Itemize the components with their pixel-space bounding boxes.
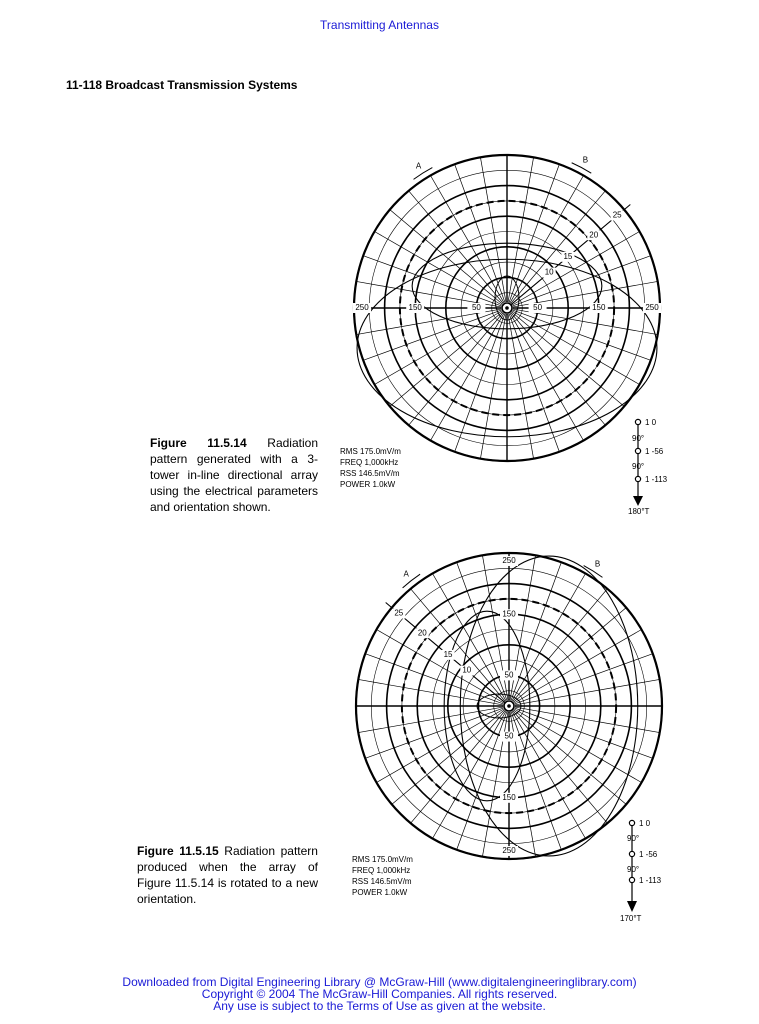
- diagonal-scale-label: 10: [544, 267, 554, 277]
- ring-value-label: 50: [504, 670, 514, 680]
- radial-spoke: [363, 310, 501, 360]
- spec-block: [340, 446, 401, 490]
- radial-spoke: [513, 310, 651, 360]
- spec-power: POWER 1.0kW: [340, 480, 396, 489]
- footer-download-link[interactable]: Downloaded from Digital Engineering Library @ McGraw-Hill (www.digitalengineeringlibrary.com): [122, 975, 637, 989]
- spec-freq: FREQ 1,000kHz: [340, 458, 399, 467]
- radial-spoke: [514, 630, 641, 704]
- radial-spoke: [514, 709, 641, 783]
- figure-number: Figure 11.5.14: [150, 436, 247, 450]
- footer-terms: Any use is subject to the Terms of Use as given at the website.: [213, 999, 546, 1013]
- spec-rss: RSS 146.5mV/m: [352, 877, 412, 886]
- tower-1-params: 1 0: [645, 418, 657, 427]
- footer-copyright: Copyright © 2004 The McGraw-Hill Companies. All rights reserved.: [201, 987, 558, 1001]
- figure-caption: [150, 435, 318, 515]
- ring-value-label: 250: [502, 556, 516, 566]
- radial-spoke: [509, 164, 559, 302]
- radial-spoke: [515, 654, 653, 704]
- radial-spoke: [512, 573, 586, 700]
- radial-spoke: [510, 175, 584, 302]
- ring-value-label: 50: [504, 731, 514, 741]
- tower-3-params: 1 -113: [645, 475, 668, 484]
- radial-spoke: [512, 232, 639, 306]
- spec-block: [352, 854, 413, 898]
- radial-spoke: [457, 562, 507, 700]
- spacing-1: 90°: [627, 834, 640, 843]
- tower-array-schematic: [618, 414, 678, 518]
- spec-rms: RMS 175.0mV/m: [340, 447, 401, 456]
- radial-spoke: [515, 708, 653, 758]
- spec-rms: RMS 175.0mV/m: [352, 855, 413, 864]
- diagonal-scale-label: 15: [563, 251, 573, 261]
- radial-spoke: [433, 573, 507, 700]
- diagonal-scale-label: 10: [462, 665, 472, 675]
- tower-2-params: 1 -56: [639, 850, 658, 859]
- caption-text: Radiation pattern generated with a 3-tower in-line directional array using the electrical parameters and orientation shown.: [150, 436, 318, 514]
- radial-spoke: [374, 232, 501, 306]
- radial-spoke: [365, 654, 503, 704]
- page-header: 11-118 Broadcast Transmission Systems: [66, 78, 298, 92]
- ring-value-label: 150: [592, 303, 606, 313]
- ring-value-label: 150: [502, 609, 516, 619]
- ring-value-label: 250: [502, 846, 516, 856]
- diagonal-scale-label: 20: [417, 628, 427, 638]
- ring-value-label: 250: [355, 303, 369, 313]
- heading-arrow-icon: [633, 496, 643, 506]
- radial-spoke: [433, 711, 507, 838]
- tower-2-params: 1 -56: [645, 447, 664, 456]
- running-head-link[interactable]: Transmitting Antennas: [320, 18, 439, 32]
- radial-spoke: [457, 712, 507, 850]
- center-point-dot: [505, 306, 509, 310]
- radial-spoke: [509, 314, 559, 452]
- diagonal-scale-label: 25: [394, 608, 404, 618]
- spec-freq: FREQ 1,000kHz: [352, 866, 411, 875]
- radial-spoke: [431, 313, 505, 440]
- spec-power: POWER 1.0kW: [352, 888, 408, 897]
- radial-spoke: [376, 630, 503, 704]
- radial-spoke: [512, 711, 586, 838]
- tower-3-params: 1 -113: [639, 876, 662, 885]
- radial-spoke: [365, 708, 503, 758]
- array-heading: 170°T: [620, 914, 642, 923]
- ring-value-label: 150: [502, 792, 516, 802]
- center-point-dot: [507, 704, 511, 708]
- radial-spoke: [513, 256, 651, 306]
- caption-text: Radiation pattern produced when the array of Figure 11.5.14 is rotated to a new orientation.: [137, 844, 318, 906]
- radial-spoke: [363, 256, 501, 306]
- radial-spoke: [376, 709, 503, 783]
- radial-spoke: [374, 311, 501, 385]
- marker-a: A: [403, 569, 409, 579]
- ring-value-label: 50: [471, 303, 481, 313]
- ring-value-label: 50: [533, 303, 543, 313]
- radial-spoke: [455, 314, 505, 452]
- diagonal-scale-label: 15: [443, 649, 453, 659]
- marker-b: B: [582, 155, 589, 165]
- tower-array-schematic: [620, 815, 680, 927]
- radial-spoke: [511, 562, 561, 700]
- figure-caption: [137, 843, 318, 907]
- figure-number: Figure 11.5.15: [137, 844, 219, 858]
- radial-spoke: [431, 175, 505, 302]
- spacing-2: 90°: [627, 865, 640, 874]
- radial-spoke: [455, 164, 505, 302]
- footer: [0, 976, 759, 1012]
- ring-value-label: 150: [408, 303, 422, 313]
- spacing-2: 90°: [632, 462, 645, 471]
- marker-b: B: [594, 559, 601, 569]
- spacing-1: 90°: [632, 434, 645, 443]
- heading-arrow-icon: [627, 901, 637, 912]
- diagonal-scale-label: 25: [612, 210, 622, 220]
- diagonal-scale-label: 20: [589, 230, 599, 240]
- marker-a: A: [415, 161, 422, 171]
- spec-rss: RSS 146.5mV/m: [340, 469, 400, 478]
- array-heading: 180°T: [628, 507, 650, 516]
- radial-spoke: [512, 311, 639, 385]
- radial-spoke: [511, 712, 561, 850]
- ring-value-label: 250: [645, 303, 659, 313]
- tower-1-params: 1 0: [639, 819, 651, 828]
- radial-spoke: [510, 313, 584, 440]
